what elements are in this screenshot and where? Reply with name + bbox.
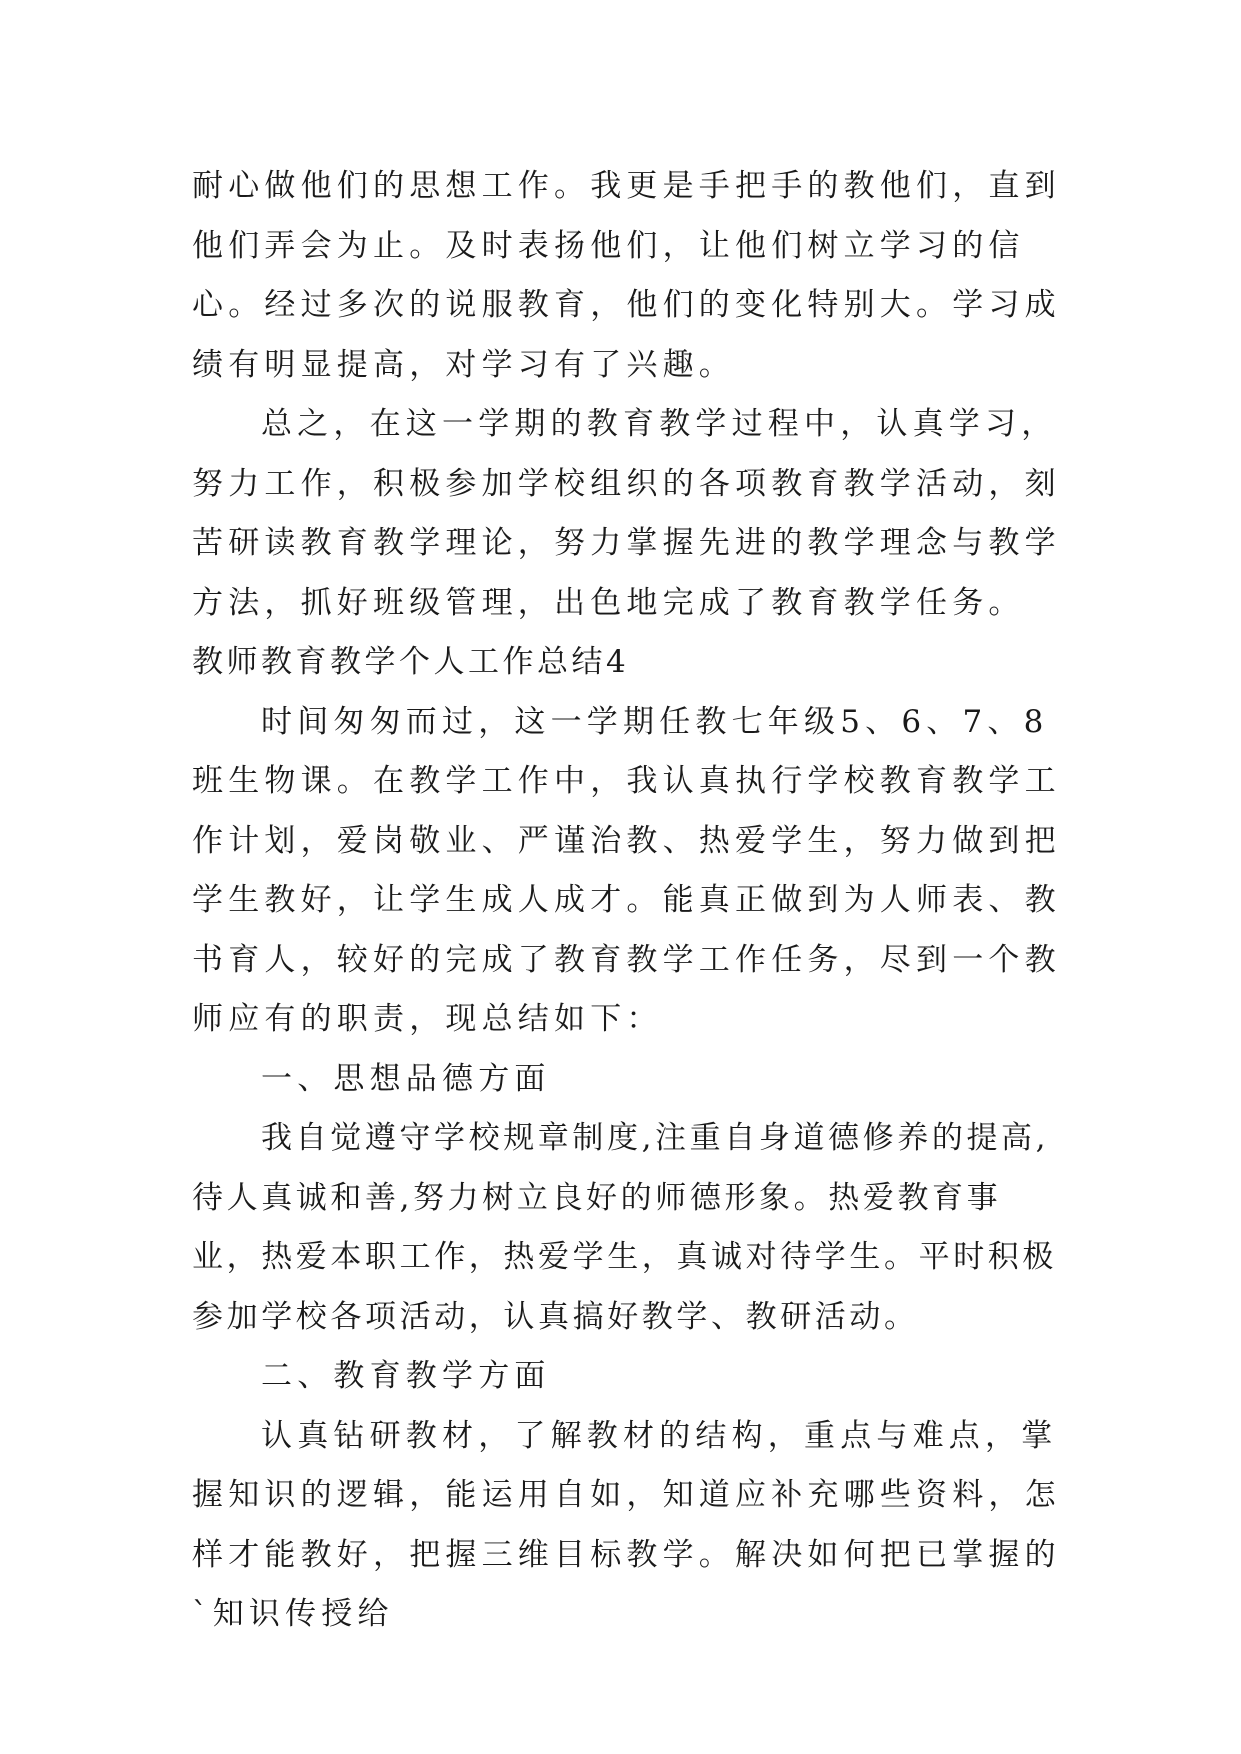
paragraph-summary: 总之，在这一学期的教育教学过程中，认真学习，努力工作，积极参加学校组织的各项教育教学活动，刻苦研读教育教学理论，努力掌握先进的教学理念与教学方法，抓好班级管理，出色地完成了教育教学任务。 (192, 406, 1061, 621)
subheading-moral: 一、思想品德方面 (261, 1060, 551, 1097)
paragraph-intro: 时间匆匆而过，这一学期任教七年级5、6、7、8班生物课。在教学工作中，我认真执行学校教育教学工作计划，爱岗敬业、严谨治教、热爱学生，努力做到把学生教好，让学生成人成才。能真正做到为人师表、教书育人，较好的完成了教育教学工作任务，尽到一个教师应有的职责，现总结如下： (192, 703, 1061, 1037)
paragraph-teaching: 认真钻研教材，了解教材的结构，重点与难点，掌握知识的逻辑，能运用自如，知道应补充哪些资料，怎样才能教好，把握三维目标教学。解决如何把已掌握的`知识传授给 (192, 1417, 1061, 1632)
document-body (192, 157, 1067, 1645)
paragraph-continuation: 耐心做他们的思想工作。我更是手把手的教他们，直到他们弄会为止。及时表扬他们，让他们树立学习的信心。经过多次的说服教育，他们的变化特别大。学习成绩有明显提高，对学习有了兴趣。 (192, 168, 1061, 383)
subheading-teaching: 二、教育教学方面 (261, 1358, 551, 1394)
paragraph-moral: 我自觉遵守学校规章制度,注重自身道德修养的提高,待人真诚和善,努力树立良好的师德形象。热爱教育事业，热爱本职工作，热爱学生，真诚对待学生。平时积极参加学校各项活动，认真搞好教学、教研活动。 (192, 1120, 1057, 1335)
section-title: 教师教育教学个人工作总结4 (192, 644, 630, 680)
